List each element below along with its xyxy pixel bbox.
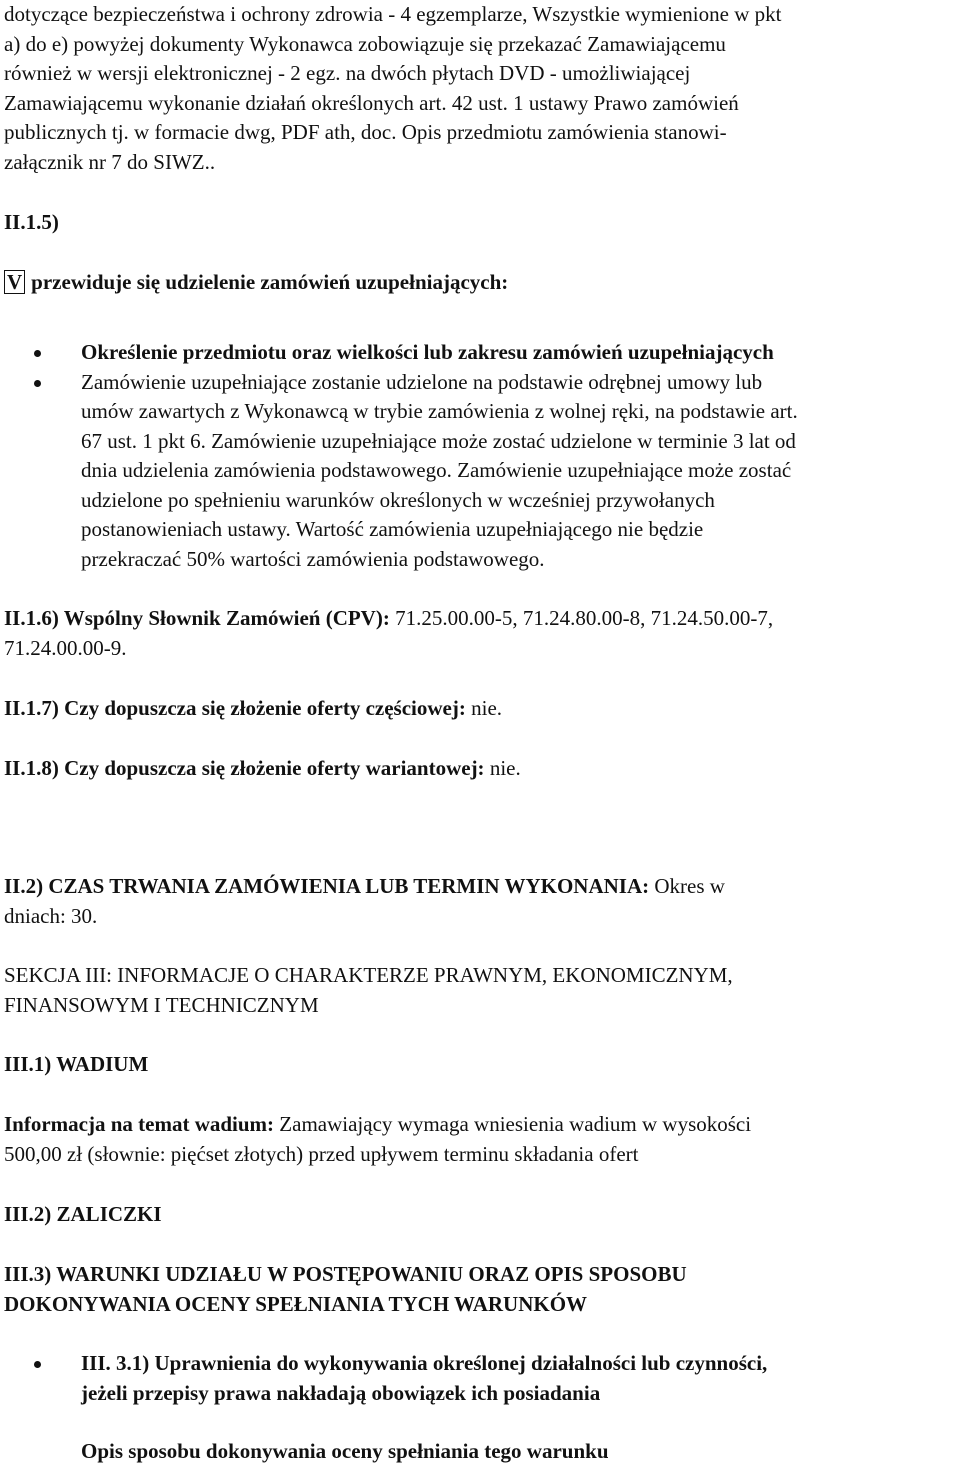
statement-text: przewiduje się udzielenie zamówień uzupełniających: [31, 270, 509, 294]
heading-line: III.3) WARUNKI UDZIAŁU W POSTĘPOWANIU ORAZ OPIS SPOSOBU [4, 1262, 687, 1286]
section-duration [4, 872, 956, 931]
bullet-text: jeżeli przepisy prawa nakładają obowiązek ich posiadania [81, 1380, 601, 1405]
partial-offer-value: nie. [465, 696, 503, 720]
intro-line: dotyczące bezpieczeństwa i ochrony zdrowia - 4 egzemplarze, Wszystkie wymienione w pkt [4, 2, 782, 26]
section-heading-zaliczki: III.2) ZALICZKI [4, 1202, 162, 1226]
heading-line: DOKONYWANIA OCENY SPEŁNIANIA TYCH WARUNKÓW [4, 1291, 588, 1316]
intro-line: Zamawiającemu wykonanie działań określonych art. 42 ust. 1 ustawy Prawo zamówień [4, 90, 739, 115]
bullet-text: udzielone po spełnieniu warunków określonych w wcześniej przywołanych [81, 487, 715, 512]
duration-value: dniach: 30. [4, 903, 98, 928]
bullet-text: III. 3.1) Uprawnienia do wykonywania określonej działalności lub czynności, [81, 1351, 768, 1375]
intro-line: również w wersji elektronicznej - 2 egz. na dwóch płytach DVD - umożliwiającej [4, 61, 691, 85]
variant-offer-label: II.1.8) Czy dopuszcza się złożenie oferty wariantowej: [4, 756, 485, 780]
intro-paragraph [4, 0, 956, 177]
duration-value: Okres w [649, 874, 725, 898]
bullet-text: przekraczać 50% wartości zamówienia podstawowego. [81, 546, 545, 571]
bullet-text: dnia udzielenia zamówienia podstawowego. Zamówienie uzupełniające może zostać [81, 458, 792, 482]
duration-label: II.2) CZAS TRWANIA ZAMÓWIENIA LUB TERMIN WYKONANIA: [4, 874, 650, 898]
intro-line: a) do e) powyżej dokumenty Wykonawca zobowiązuje się przekazać Zamawiającemu [4, 31, 726, 56]
list-item [4, 368, 956, 575]
section-variant-offer [4, 754, 956, 784]
list-item [4, 338, 956, 368]
cpv-codes: 71.24.00.00-9. [4, 635, 127, 660]
variant-offer-value: nie. [484, 756, 521, 780]
section-title-line: SEKCJA III: INFORMACJE O CHARAKTERZE PRAWNYM, EKONOMICZNYM, [4, 963, 733, 987]
partial-offer-label: II.1.7) Czy dopuszcza się złożenie oferty częściowej: [4, 696, 466, 720]
bullet-text: Określenie przedmiotu oraz wielkości lub zakresu zamówień uzupełniających [81, 340, 774, 364]
section-heading-conditions [4, 1260, 956, 1319]
bullet-text: postanowieniach ustawy. Wartość zamówienia uzupełniającego nie będzie [81, 517, 704, 541]
wadium-label: Informacja na temat wadium: [4, 1112, 275, 1136]
wadium-info [4, 1110, 956, 1169]
section-iii-title [4, 961, 956, 1020]
section-heading-wadium: III.1) WADIUM [4, 1052, 149, 1076]
section-heading-ii-1-5: II.1.5) [4, 210, 59, 234]
list-item [4, 1349, 956, 1408]
additional-orders-statement [4, 268, 956, 298]
section-cpv [4, 604, 956, 663]
bullet-text: Zamówienie uzupełniające zostanie udzielone na podstawie odrębnej umowy lub [81, 369, 763, 394]
wadium-value: Zamawiający wymaga wniesienia wadium w wysokości [274, 1112, 752, 1136]
conditions-list [4, 1349, 956, 1408]
checkbox-mark: V [4, 270, 25, 294]
additional-orders-list [4, 338, 956, 574]
section-title-line: FINANSOWYM I TECHNICZNYM [4, 992, 319, 1017]
cpv-label: II.1.6) Wspólny Słownik Zamówień (CPV): [4, 606, 390, 630]
wadium-value: 500,00 zł (słownie: pięćset złotych) przed upływem terminu składania ofert [4, 1141, 639, 1166]
section-partial-offer [4, 694, 956, 724]
intro-line: załącznik nr 7 do SIWZ.. [4, 149, 216, 174]
intro-line: publicznych tj. w formacie dwg, PDF ath, doc. Opis przedmiotu zamówienia stanowi- [4, 120, 727, 144]
bullet-text: umów zawartych z Wykonawcą w trybie zamówienia z wolnej ręki, na podstawie art. [81, 399, 798, 423]
assessment-method-heading: Opis sposobu dokonywania oceny spełniania tego warunku [81, 1439, 609, 1463]
cpv-codes: 71.25.00.00-5, 71.24.80.00-8, 71.24.50.00-7, [389, 606, 774, 630]
bullet-text: 67 ust. 1 pkt 6. Zamówienie uzupełniające może zostać udzielone w terminie 3 lat od [81, 428, 796, 453]
